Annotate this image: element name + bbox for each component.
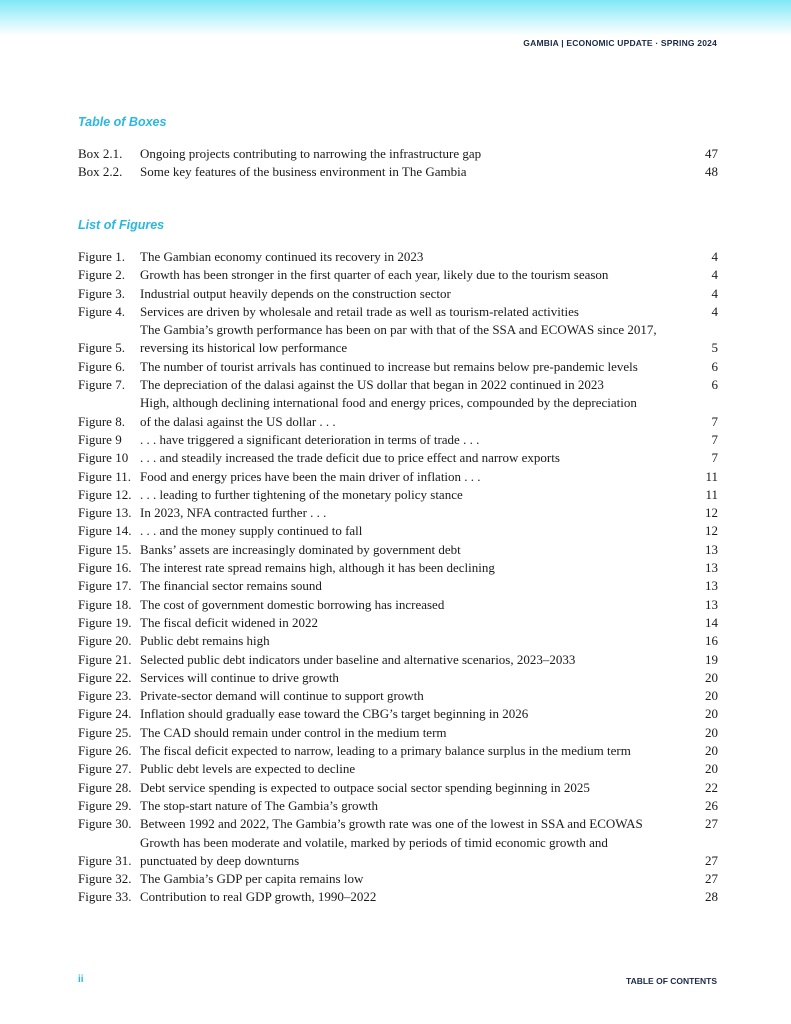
entry-label: Box 2.2. [78, 164, 123, 180]
entry-description [140, 163, 688, 181]
footer-section-title: TABLE OF CONTENTS [626, 976, 717, 986]
entry-label: Figure 31. [78, 852, 132, 868]
entry-description-line: The stop-start nature of The Gambia’s growth [140, 797, 379, 813]
entry-description [140, 321, 688, 358]
entry-label: Figure 19. [78, 614, 132, 630]
entry-page-number: 4 [711, 267, 718, 283]
entry-page-number: 14 [705, 614, 718, 630]
entry-label: Figure 28. [78, 779, 132, 795]
entry-description [140, 358, 688, 376]
entry-page-number: 6 [711, 377, 718, 393]
figure-entry[interactable] [78, 669, 718, 687]
figure-entry[interactable] [78, 559, 718, 577]
entry-page-number: 11 [705, 486, 718, 502]
entry-description-line: Services are driven by wholesale and retail trade as well as tourism-related activities [140, 303, 579, 319]
entry-page-number: 28 [705, 889, 718, 905]
entry-description-line: Growth has been moderate and volatile, marked by periods of timid economic growth and [140, 834, 608, 850]
figure-entry[interactable] [78, 779, 718, 797]
figure-entry[interactable] [78, 577, 718, 595]
entry-label: Figure 3. [78, 285, 125, 301]
entry-page-number: 6 [711, 358, 718, 374]
entry-description-line: The fiscal deficit expected to narrow, leading to a primary balance surplus in the medium term [140, 743, 631, 759]
entry-label: Figure 13. [78, 505, 132, 521]
entry-page-number: 12 [705, 505, 718, 521]
entry-label: Figure 25. [78, 724, 132, 740]
entry-description [140, 248, 688, 266]
entry-description [140, 815, 688, 833]
entry-description-line: In 2023, NFA contracted further . . . [140, 505, 327, 521]
entry-description-line: . . . leading to further tightening of the monetary policy stance [140, 486, 463, 502]
figure-entry[interactable] [78, 468, 718, 486]
figure-entry[interactable] [78, 815, 718, 833]
figure-entry[interactable] [78, 504, 718, 522]
entry-label: Figure 5. [78, 340, 125, 356]
entry-page-number: 7 [711, 431, 718, 447]
entry-description [140, 468, 688, 486]
entry-description-line: The financial sector remains sound [140, 578, 322, 594]
box-entry[interactable] [78, 145, 718, 163]
entry-description [140, 669, 688, 687]
entry-description-line: . . . and the money supply continued to fall [140, 523, 363, 539]
figure-entry[interactable] [78, 303, 718, 321]
page-number: ii [78, 974, 84, 985]
figure-entry[interactable] [78, 797, 718, 815]
entry-page-number: 5 [711, 340, 718, 356]
entry-description [140, 303, 688, 321]
figure-entry[interactable] [78, 358, 718, 376]
entry-label: Figure 17. [78, 578, 132, 594]
entry-description-line: The Gambia’s growth performance has been on par with that of the SSA and ECOWAS since 2017, [140, 322, 657, 338]
entry-label: Figure 20. [78, 633, 132, 649]
entry-page-number: 7 [711, 413, 718, 429]
entry-label: Figure 23. [78, 688, 132, 704]
entry-description [140, 376, 688, 394]
entry-label: Figure 30. [78, 816, 132, 832]
entry-page-number: 11 [705, 468, 718, 484]
entry-label: Figure 27. [78, 761, 132, 777]
entry-description [140, 596, 688, 614]
entry-description-line: . . . have triggered a significant deterioration in terms of trade . . . [140, 431, 480, 447]
entry-page-number: 4 [711, 303, 718, 319]
entry-label: Figure 6. [78, 358, 125, 374]
figure-entry[interactable] [78, 834, 718, 871]
figure-entry[interactable] [78, 248, 718, 266]
entry-label: Figure 15. [78, 541, 132, 557]
entry-description [140, 779, 688, 797]
entry-description-line: The cost of government domestic borrowing has increased [140, 596, 445, 612]
entry-label: Figure 33. [78, 889, 132, 905]
entry-description [140, 145, 688, 163]
entry-description [140, 394, 688, 431]
entry-description [140, 486, 688, 504]
box-entry[interactable] [78, 163, 718, 181]
entry-label: Figure 1. [78, 249, 125, 264]
entry-label: Figure 22. [78, 669, 132, 685]
entry-page-number: 20 [705, 743, 718, 759]
entry-page-number: 13 [705, 541, 718, 557]
entry-description-line: The Gambia’s GDP per capita remains low [140, 871, 364, 887]
figures-list [78, 248, 718, 907]
entry-label: Figure 24. [78, 706, 132, 722]
entry-description [140, 742, 688, 760]
entry-description-line: Inflation should gradually ease toward the CBG’s target beginning in 2026 [140, 706, 529, 722]
entry-label: Figure 8. [78, 413, 125, 429]
entry-page-number: 20 [705, 669, 718, 685]
boxes-list [78, 145, 718, 182]
entry-description [140, 687, 688, 705]
entry-page-number: 27 [705, 852, 718, 868]
entry-description-line: Private-sector demand will continue to support growth [140, 688, 424, 704]
entry-page-number: 47 [705, 146, 718, 161]
entry-description-line: The CAD should remain under control in the medium term [140, 724, 447, 740]
entry-description-line: Growth has been stronger in the first quarter of each year, likely due to the tourism season [140, 267, 609, 283]
entry-page-number: 26 [705, 797, 718, 813]
entry-description [140, 888, 688, 906]
entry-label: Figure 26. [78, 743, 132, 759]
entry-description-line: Public debt remains high [140, 633, 270, 649]
entry-description-line: Ongoing projects contributing to narrowing the infrastructure gap [140, 146, 482, 161]
entry-description-line: Between 1992 and 2022, The Gambia’s growth rate was one of the lowest in SSA and ECOWAS [140, 816, 643, 832]
entry-description [140, 431, 688, 449]
header-gradient-band [0, 0, 791, 36]
entry-description [140, 870, 688, 888]
entry-description-line: High, although declining international food and energy prices, compounded by the depreciation [140, 395, 637, 411]
entry-label: Figure 14. [78, 523, 132, 539]
entry-page-number: 19 [705, 651, 718, 667]
entry-label: Figure 16. [78, 560, 132, 576]
entry-label: Figure 11. [78, 468, 131, 484]
figure-entry[interactable] [78, 742, 718, 760]
figure-entry[interactable] [78, 285, 718, 303]
entry-page-number: 27 [705, 871, 718, 887]
entry-page-number: 22 [705, 779, 718, 795]
entry-page-number: 20 [705, 761, 718, 777]
entry-label: Figure 32. [78, 871, 132, 887]
figure-entry[interactable] [78, 687, 718, 705]
entry-label: Figure 2. [78, 267, 125, 283]
boxes-section-title: Table of Boxes [78, 115, 167, 129]
entry-label: Figure 29. [78, 797, 132, 813]
entry-label: Figure 9 [78, 431, 122, 447]
entry-description [140, 266, 688, 284]
entry-page-number: 4 [711, 285, 718, 301]
entry-description-line: reversing its historical low performance [140, 340, 348, 356]
entry-description-line: The depreciation of the dalasi against the US dollar that began in 2022 continued in 2023 [140, 377, 604, 393]
figure-entry[interactable] [78, 614, 718, 632]
entry-page-number: 27 [705, 816, 718, 832]
figure-entry[interactable] [78, 632, 718, 650]
entry-description-line: Selected public debt indicators under baseline and alternative scenarios, 2023–2033 [140, 651, 576, 667]
figure-entry[interactable] [78, 760, 718, 778]
entry-description-line: Services will continue to drive growth [140, 669, 339, 685]
figures-section-title: List of Figures [78, 218, 165, 232]
figure-entry[interactable] [78, 394, 718, 431]
figure-entry[interactable] [78, 266, 718, 284]
entry-description [140, 614, 688, 632]
entry-description-line: The Gambian economy continued its recovery in 2023 [140, 249, 424, 264]
figure-entry[interactable] [78, 651, 718, 669]
entry-description-line: punctuated by deep downturns [140, 852, 300, 868]
entry-description-line: The number of tourist arrivals has continued to increase but remains below pre-pandemic levels [140, 358, 638, 374]
figure-entry[interactable] [78, 522, 718, 540]
entry-description-line: Some key features of the business environment in The Gambia [140, 164, 467, 180]
entry-label: Figure 21. [78, 651, 132, 667]
entry-label: Figure 18. [78, 596, 132, 612]
entry-description-line: Industrial output heavily depends on the construction sector [140, 285, 451, 301]
entry-page-number: 16 [705, 633, 718, 649]
entry-page-number: 13 [705, 578, 718, 594]
entry-description-line: Public debt levels are expected to decline [140, 761, 356, 777]
figure-entry[interactable] [78, 724, 718, 742]
figure-entry[interactable] [78, 596, 718, 614]
entry-description [140, 541, 688, 559]
entry-description-line: Debt service spending is expected to outpace social sector spending beginning in 2025 [140, 779, 590, 795]
entry-page-number: 13 [705, 560, 718, 576]
entry-description [140, 834, 688, 871]
entry-page-number: 20 [705, 724, 718, 740]
entry-page-number: 12 [705, 523, 718, 539]
figure-entry[interactable] [78, 449, 718, 467]
entry-page-number: 20 [705, 706, 718, 722]
entry-description [140, 651, 688, 669]
entry-description [140, 632, 688, 650]
entry-label: Box 2.1. [78, 146, 123, 161]
entry-description [140, 449, 688, 467]
entry-description [140, 522, 688, 540]
entry-description-line: The interest rate spread remains high, although it has been declining [140, 560, 495, 576]
entry-description [140, 285, 688, 303]
figure-entry[interactable] [78, 431, 718, 449]
figure-entry[interactable] [78, 486, 718, 504]
figure-entry[interactable] [78, 705, 718, 723]
entry-description [140, 577, 688, 595]
entry-description [140, 724, 688, 742]
entry-page-number: 48 [705, 164, 718, 180]
entry-page-number: 20 [705, 688, 718, 704]
figure-entry[interactable] [78, 541, 718, 559]
running-header: GAMBIA | ECONOMIC UPDATE · SPRING 2024 [523, 38, 717, 48]
entry-description-line: of the dalasi against the US dollar . . . [140, 413, 336, 429]
entry-label: Figure 4. [78, 303, 125, 319]
entry-label: Figure 10 [78, 450, 129, 466]
entry-label: Figure 7. [78, 377, 125, 393]
entry-description-line: Contribution to real GDP growth, 1990–2022 [140, 889, 377, 905]
entry-description [140, 797, 688, 815]
entry-description [140, 705, 688, 723]
figure-entry[interactable] [78, 321, 718, 358]
entry-description [140, 760, 688, 778]
entry-page-number: 4 [711, 249, 718, 264]
entry-description-line: . . . and steadily increased the trade deficit due to price effect and narrow exports [140, 450, 560, 466]
entry-page-number: 7 [711, 450, 718, 466]
figure-entry[interactable] [78, 870, 718, 888]
entry-description [140, 559, 688, 577]
entry-description-line: The fiscal deficit widened in 2022 [140, 614, 318, 630]
entry-page-number: 13 [705, 596, 718, 612]
figure-entry[interactable] [78, 888, 718, 906]
figure-entry[interactable] [78, 376, 718, 394]
entry-label: Figure 12. [78, 486, 132, 502]
entry-description-line: Banks’ assets are increasingly dominated by government debt [140, 541, 461, 557]
entry-description [140, 504, 688, 522]
entry-description-line: Food and energy prices have been the main driver of inflation . . . [140, 468, 481, 484]
